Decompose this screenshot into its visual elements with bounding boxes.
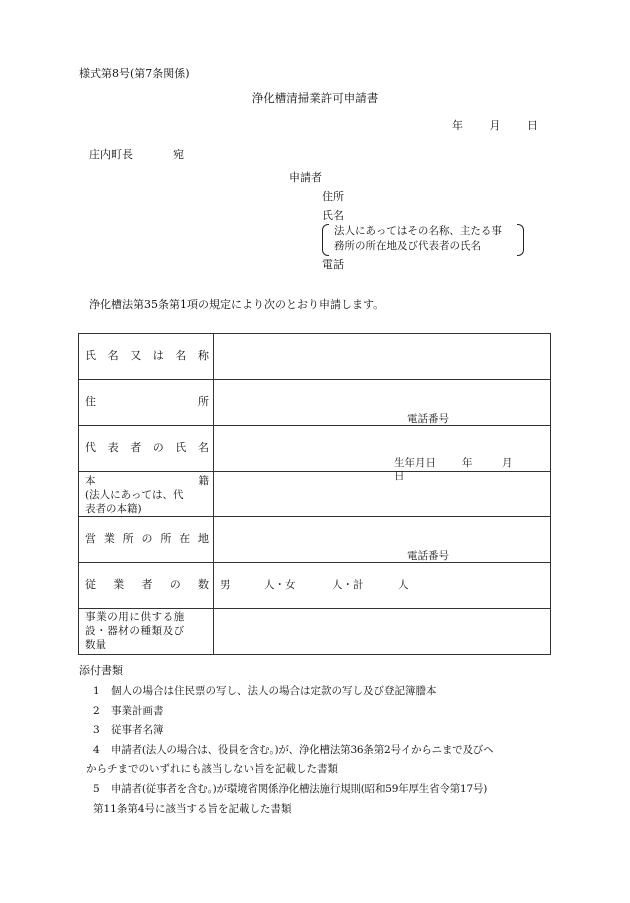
row-address bbox=[79, 380, 551, 426]
value-office[interactable] bbox=[214, 517, 551, 563]
date-line bbox=[452, 119, 538, 132]
char: 名 bbox=[197, 441, 209, 454]
applicant-address-label: 住所 bbox=[322, 190, 344, 203]
form-id: 様式第8号(第7条関係) bbox=[79, 67, 190, 80]
facilities-line-3: 数量 bbox=[85, 639, 106, 652]
unit-label: 人 bbox=[398, 579, 409, 591]
date-year-label: 年 bbox=[452, 119, 463, 132]
char: 所 bbox=[122, 532, 134, 545]
char: 業 bbox=[103, 532, 115, 545]
char: 数 bbox=[198, 578, 209, 591]
label-facilities bbox=[79, 609, 214, 655]
dob-month: 月 bbox=[502, 457, 513, 469]
note-line-1: 法人にあってはその名称、主たる事 bbox=[334, 225, 502, 237]
char: 代 bbox=[85, 441, 96, 454]
char: の bbox=[141, 532, 153, 545]
right-bracket bbox=[517, 224, 524, 256]
domicile-note-1: (法人にあっては、代 bbox=[85, 489, 184, 502]
addressee-suffix: 宛 bbox=[173, 148, 184, 161]
char: 所 bbox=[160, 532, 172, 545]
applicant-label: 申請者 bbox=[289, 171, 322, 184]
item-number: 5 bbox=[93, 783, 100, 795]
char: 又 bbox=[130, 349, 142, 362]
attachment-item bbox=[93, 783, 487, 796]
char: は bbox=[152, 349, 164, 362]
phone-number-label: 電話番号 bbox=[407, 550, 449, 562]
label-name bbox=[79, 334, 214, 380]
char: 氏 bbox=[85, 349, 96, 362]
item-number: 1 bbox=[93, 685, 100, 697]
note-line-2: 務所の所在地及び代表者の氏名 bbox=[334, 240, 481, 252]
char: 者 bbox=[141, 578, 153, 591]
employee-counts bbox=[220, 579, 409, 592]
row-name bbox=[79, 334, 551, 380]
applicant-name-label: 氏名 bbox=[322, 209, 344, 222]
item-number: 4 bbox=[93, 744, 100, 756]
dob-label: 生年月日 bbox=[394, 457, 436, 469]
value-domicile[interactable] bbox=[214, 469, 551, 517]
char: の bbox=[152, 441, 164, 454]
label-address bbox=[79, 380, 214, 426]
item-text: 個人の場合は住民票の写し、法人の場合は定款の写し及び登記簿謄本 bbox=[111, 685, 437, 697]
value-address[interactable] bbox=[214, 380, 551, 426]
value-facilities[interactable] bbox=[214, 609, 551, 655]
female-label: 人・女 bbox=[264, 579, 296, 591]
applicant-name-note bbox=[322, 224, 524, 256]
label-office bbox=[79, 517, 214, 563]
value-representative[interactable] bbox=[214, 426, 551, 482]
facilities-line-1: 事業の用に供する施 bbox=[85, 611, 185, 623]
addressee-name: 庄内町長 bbox=[89, 148, 133, 161]
attachments-title: 添付書類 bbox=[79, 664, 123, 677]
value-employees[interactable] bbox=[214, 563, 551, 609]
attachment-item-continuation: からチまでのいずれにも該当しない旨を記載した書類 bbox=[86, 763, 338, 775]
item-text: 申請者(従事者を含む。)が環境省関係浄化槽法施行規則(昭和59年厚生省令第17号) bbox=[111, 783, 488, 795]
row-domicile bbox=[79, 472, 551, 517]
dob-year: 年 bbox=[462, 457, 473, 469]
attachment-item bbox=[93, 685, 437, 698]
date-day-label: 日 bbox=[527, 119, 538, 132]
addressee bbox=[89, 148, 184, 161]
row-representative bbox=[79, 426, 551, 472]
char: 表 bbox=[107, 441, 119, 454]
row-office bbox=[79, 517, 551, 563]
char: 名 bbox=[107, 349, 119, 362]
char: 氏 bbox=[175, 441, 187, 454]
item-number: 3 bbox=[93, 724, 100, 736]
application-table bbox=[78, 333, 551, 655]
char: 従 bbox=[85, 578, 96, 591]
value-name[interactable] bbox=[214, 334, 551, 380]
item-text: 事業計画書 bbox=[111, 705, 164, 717]
char: 本 bbox=[85, 475, 96, 487]
char: 営 bbox=[85, 532, 96, 545]
male-label: 男 bbox=[220, 579, 231, 591]
char: 称 bbox=[197, 349, 209, 362]
domicile-note-2: 表者の本籍) bbox=[85, 503, 142, 516]
attachment-item bbox=[93, 705, 164, 718]
item-text: 申請者(法人の場合は、役員を含む。)が、浄化槽法第36条第2号イからニまで及びヘ bbox=[111, 744, 494, 756]
facilities-line-2: 設・器材の種類及び bbox=[85, 625, 185, 638]
char: 在 bbox=[179, 532, 191, 545]
statement: 浄化槽法第35条第1項の規定により次のとおり申請します。 bbox=[89, 298, 385, 311]
char: 籍 bbox=[198, 475, 209, 487]
applicant-phone-label: 電話 bbox=[322, 258, 344, 271]
row-employees bbox=[79, 563, 551, 609]
char: 業 bbox=[113, 578, 125, 591]
dob-day: 日 bbox=[394, 469, 405, 482]
char: 住 bbox=[85, 395, 96, 408]
char: 所 bbox=[198, 395, 209, 408]
char: 地 bbox=[197, 532, 209, 545]
attachment-item-continuation: 第11条第4号に該当する旨を記載した書類 bbox=[93, 803, 292, 815]
date-month-label: 月 bbox=[489, 119, 501, 132]
char: 者 bbox=[130, 441, 142, 454]
item-text: 従事者名簿 bbox=[111, 724, 164, 736]
document-title: 浄化槽清掃業許可申請書 bbox=[251, 91, 379, 105]
label-representative bbox=[79, 426, 214, 472]
left-bracket bbox=[322, 224, 329, 256]
char: の bbox=[169, 578, 181, 591]
total-label: 人・計 bbox=[332, 579, 364, 591]
attachment-item bbox=[93, 744, 493, 757]
item-number: 2 bbox=[93, 705, 100, 717]
label-domicile bbox=[79, 472, 214, 517]
row-facilities bbox=[79, 609, 551, 655]
char: 名 bbox=[175, 349, 187, 362]
phone-number-label: 電話番号 bbox=[407, 413, 449, 425]
label-employees bbox=[79, 563, 214, 609]
attachment-item bbox=[93, 724, 164, 737]
